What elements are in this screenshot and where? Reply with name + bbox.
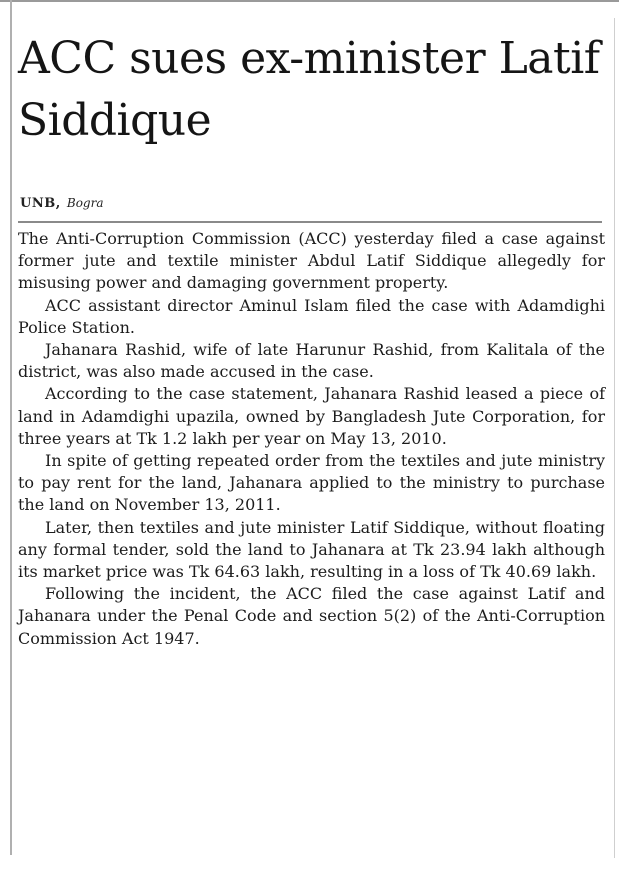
paragraph: ACC assistant director Aminul Islam filed the case with Adamdighi Police Station.: [18, 295, 605, 337]
byline: [20, 196, 104, 211]
paragraph: Jahanara Rashid, wife of late Harunur Rashid, from Kalitala of the district, was also made accused in the case.: [18, 340, 605, 382]
byline-location: Bogra: [66, 196, 104, 210]
paragraph: Following the incident, the ACC filed the case against Latif and Jahanara under the Penal Code and section 5(2) of the Anti-Corruption Commission Act 1947.: [18, 584, 605, 648]
right-border: [614, 18, 615, 858]
paragraph: According to the case statement, Jahanara Rashid leased a piece of land in Adamdighi upazila, owned by Bangladesh Jute Corporation, for three years at Tk 1.2 lakh per year on May 13, 2010.: [18, 384, 605, 448]
byline-divider: [18, 221, 602, 223]
left-border: [10, 0, 12, 855]
paragraph: Later, then textiles and jute minister Latif Siddique, without floating any formal tender, sold the land to Jahanara at Tk 23.94 lakh although its market price was Tk 64.63 lakh, resulting in a loss of Tk 40.69 lakh.: [18, 517, 605, 582]
top-border: [0, 0, 619, 2]
paragraph: The Anti-Corruption Commission (ACC) yesterday filed a case against former jute and textile minister Abdul Latif Siddique allegedly for misusing power and damaging government property.: [18, 229, 605, 293]
byline-agency: UNB,: [20, 196, 61, 211]
article-body: [18, 228, 605, 650]
paragraph: In spite of getting repeated order from the textiles and jute ministry to pay rent for the land, Jahanara applied to the ministry to purchase the land on November 13, 2011.: [18, 451, 605, 515]
headline: ACC sues ex-minister Latif Siddique: [18, 33, 600, 146]
